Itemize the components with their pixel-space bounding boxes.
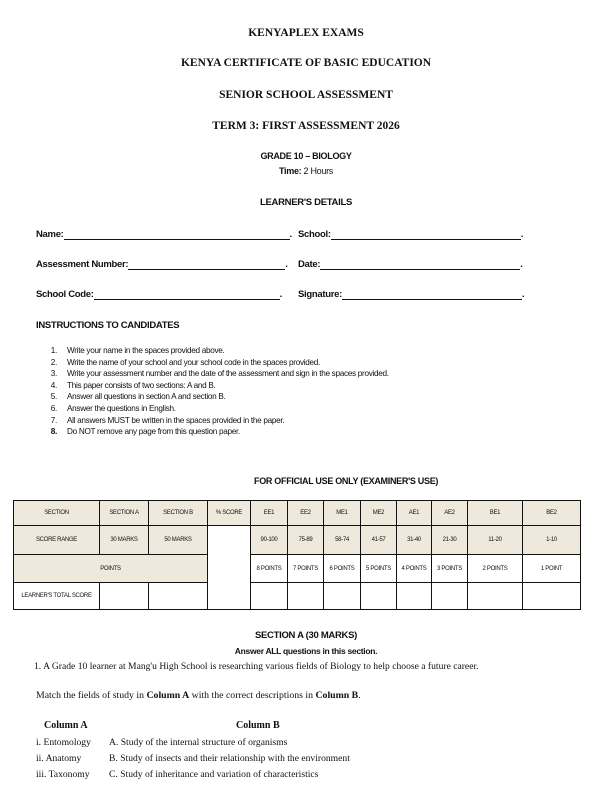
- instruction-number: 4.: [50, 380, 57, 390]
- range-cell: 31-40: [397, 526, 432, 555]
- instruction-item: [36, 357, 389, 369]
- range-cell: 11-20: [468, 526, 523, 555]
- instruction-number: 3.: [50, 369, 57, 379]
- learner-details-heading: LEARNER'S DETAILS: [260, 197, 352, 208]
- table-header-cell: EE2: [288, 501, 324, 526]
- score-cell[interactable]: [324, 583, 361, 610]
- date-field[interactable]: [298, 259, 523, 270]
- total-score-cell[interactable]: [149, 583, 208, 610]
- school-label: School:: [298, 229, 331, 240]
- signature-label: Signature:: [298, 289, 342, 300]
- dot: .: [285, 259, 288, 270]
- instruction-item: [36, 368, 389, 380]
- points-cell: 2 POINTS: [468, 555, 523, 583]
- score-cell[interactable]: [432, 583, 468, 610]
- school-code-line[interactable]: [94, 290, 280, 300]
- column-a-header: Column A: [44, 720, 88, 731]
- instruction-item: [36, 415, 389, 427]
- section-a-title: SECTION A (30 MARKS): [254, 630, 358, 641]
- instruction-text: This paper consists of two sections: A and B.: [67, 380, 216, 390]
- points-cell: 1 POINT: [523, 555, 581, 583]
- date-line[interactable]: [320, 259, 523, 270]
- subject-title: GRADE 10 – BIOLOGY: [260, 151, 352, 161]
- date-label: Date:: [298, 259, 321, 270]
- match-row: [36, 737, 287, 748]
- instructions-list: [36, 345, 389, 438]
- match-text: Match the fields of study in: [36, 690, 147, 701]
- instruction-item: [36, 391, 389, 403]
- range-cell: 1-10: [523, 526, 581, 555]
- assessment-title: SENIOR SCHOOL ASSESSMENT: [219, 89, 393, 101]
- points-cell: 4 POINTS: [397, 555, 432, 583]
- instruction-text: Write your name in the spaces provided above.: [67, 346, 225, 355]
- score-cell[interactable]: [523, 583, 581, 610]
- total-score-cell[interactable]: [100, 583, 149, 610]
- table-header-cell: SECTION B: [149, 501, 208, 526]
- instruction-number: 7.: [50, 415, 57, 425]
- instruction-number: 6.: [50, 403, 57, 413]
- dot: .: [520, 259, 523, 270]
- table-row: [14, 583, 581, 610]
- points-cell: 6 POINTS: [324, 555, 361, 583]
- time-label: Time:: [279, 166, 302, 176]
- instruction-number: 5.: [50, 392, 57, 402]
- instructions-title: INSTRUCTIONS TO CANDIDATES: [36, 320, 180, 331]
- dot: .: [279, 289, 282, 300]
- score-cell[interactable]: [468, 583, 523, 610]
- table-header-cell: BE2: [523, 501, 581, 526]
- instruction-text: Write the name of your school and your school code in the spaces provided.: [67, 357, 320, 367]
- range-cell: 90-100: [251, 526, 288, 555]
- school-field[interactable]: [298, 229, 523, 240]
- score-cell[interactable]: [251, 583, 288, 610]
- school-line[interactable]: [331, 229, 524, 240]
- dot: .: [521, 289, 525, 300]
- table-header-cell: SECTION A: [100, 501, 149, 526]
- official-score-table: [13, 500, 581, 610]
- assessment-number-field[interactable]: [36, 259, 288, 270]
- table-row: [14, 526, 581, 555]
- instruction-item: [36, 426, 389, 438]
- total-score-label: LEARNER'S TOTAL SCORE: [14, 583, 100, 610]
- match-row: [36, 769, 318, 780]
- points-cell: 3 POINTS: [432, 555, 468, 583]
- match-text: with the correct descriptions in: [189, 690, 316, 701]
- time-value: 2 Hours: [301, 166, 333, 176]
- column-b-item: B. Study of insects and their relationship with the environment: [109, 753, 350, 764]
- section-a-marks: 30 MARKS: [100, 526, 149, 555]
- range-cell: 75-89: [288, 526, 324, 555]
- instruction-text: Answer the questions in English.: [67, 403, 176, 413]
- score-cell[interactable]: [361, 583, 397, 610]
- match-instruction: [36, 690, 361, 701]
- column-b-item: A. Study of the internal structure of organisms: [109, 737, 288, 748]
- instruction-item: [36, 403, 389, 415]
- range-cell: 58-74: [324, 526, 361, 555]
- term-title: TERM 3: FIRST ASSESSMENT 2026: [212, 120, 400, 132]
- instruction-text: Answer all questions in section A and section B.: [67, 392, 226, 402]
- score-cell[interactable]: [397, 583, 432, 610]
- table-header-cell: ME1: [324, 501, 361, 526]
- exam-org: KENYAPLEX EXAMS: [248, 27, 364, 39]
- points-label: POINTS: [14, 555, 208, 583]
- points-cell: 5 POINTS: [361, 555, 397, 583]
- certificate-title: KENYA CERTIFICATE OF BASIC EDUCATION: [180, 57, 432, 69]
- table-header-cell: ME2: [361, 501, 397, 526]
- column-a-ref: Column A: [146, 690, 190, 701]
- table-header-cell: AE2: [432, 501, 468, 526]
- dot: .: [520, 229, 524, 240]
- instruction-text: Write your assessment number and the date of the assessment and sign in the spaces provided.: [67, 369, 389, 379]
- table-header-cell: AE1: [397, 501, 432, 526]
- table-header-cell: % SCORE: [208, 501, 251, 526]
- official-use-title: FOR OFFICIAL USE ONLY (EXAMINER'S USE): [254, 476, 439, 486]
- name-line[interactable]: [64, 230, 290, 240]
- column-a-item: iii. Taxonomy: [36, 769, 90, 780]
- range-cell: 41-57: [361, 526, 397, 555]
- question-1: 1. A Grade 10 learner at Mang'u High School is researching various fields of Biology to help choose a future career.: [34, 661, 479, 672]
- points-cell: 7 POINTS: [288, 555, 324, 583]
- column-b-item: C. Study of inheritance and variation of characteristics: [109, 769, 319, 780]
- assessment-number-label: Assessment Number:: [36, 259, 129, 270]
- instruction-item: [36, 380, 389, 392]
- assessment-number-line[interactable]: [128, 259, 288, 270]
- section-a-subtitle: Answer ALL questions in this section.: [234, 646, 378, 656]
- table-header-row: [14, 501, 581, 526]
- name-label: Name:: [36, 229, 64, 240]
- table-header-cell: EE1: [251, 501, 288, 526]
- signature-field[interactable]: [298, 289, 524, 300]
- school-code-label: School Code:: [36, 289, 94, 300]
- instruction-text: Do NOT remove any page from this question paper.: [67, 427, 240, 437]
- instruction-number: 8.: [50, 427, 57, 437]
- section-b-marks: 50 MARKS: [149, 526, 208, 555]
- points-cell: 8 POINTS: [251, 555, 288, 583]
- instruction-number: 1.: [50, 346, 57, 355]
- score-cell[interactable]: [288, 583, 324, 610]
- instruction-text: All answers MUST be written in the spaces provided in the paper.: [67, 415, 285, 425]
- school-code-field[interactable]: [36, 289, 282, 300]
- column-a-item: ii. Anatomy: [36, 753, 82, 764]
- table-row: [14, 555, 581, 583]
- range-cell: 21-30: [432, 526, 468, 555]
- match-text: .: [358, 690, 361, 701]
- name-field[interactable]: [36, 229, 292, 240]
- column-a-item: i. Entomology: [36, 737, 91, 748]
- instruction-number: 2.: [50, 357, 57, 367]
- table-header-cell: SECTION: [14, 501, 100, 526]
- column-b-ref: Column B: [315, 690, 359, 701]
- column-b-header: Column B: [236, 720, 280, 731]
- dot: .: [289, 229, 292, 240]
- table-header-cell: BE1: [468, 501, 523, 526]
- instruction-item: [36, 345, 389, 357]
- signature-line[interactable]: [342, 289, 525, 300]
- match-row: [36, 753, 350, 764]
- percent-score-cell[interactable]: [208, 526, 251, 610]
- score-range-label: SCORE RANGE: [14, 526, 100, 555]
- exam-time: [0, 166, 612, 176]
